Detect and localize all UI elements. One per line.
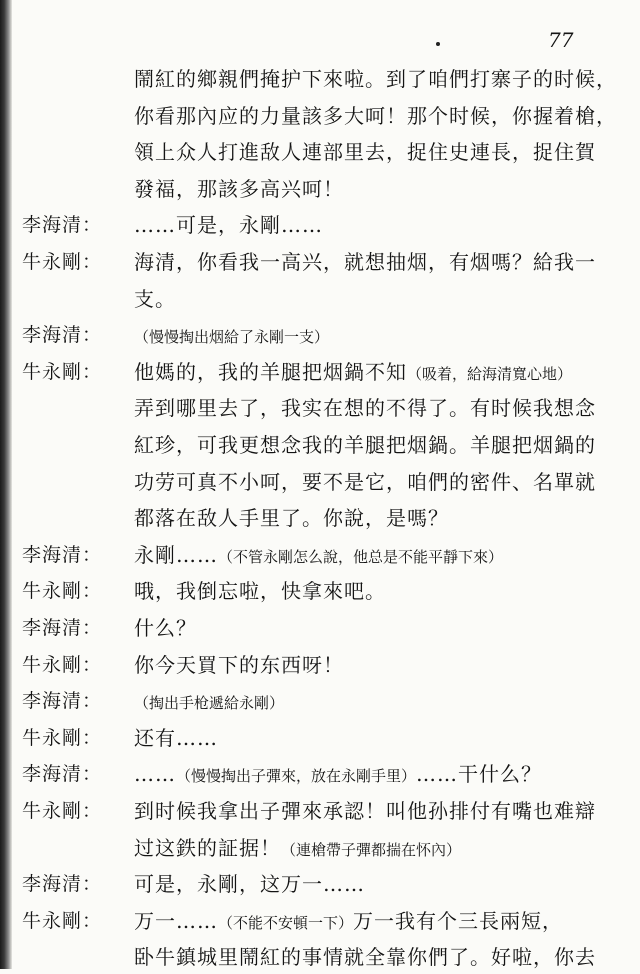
speaker-name: 李海清： [22, 543, 103, 566]
speech-text [134, 867, 365, 901]
spoken-text: 你今天買下的东西呀！ [134, 652, 344, 677]
spoken-text: 永剛…… [134, 542, 218, 567]
speech-text [134, 208, 323, 242]
speech-text [134, 355, 572, 391]
speaker-name: 牛永剛： [22, 800, 103, 822]
spoken-text: …… [134, 762, 176, 787]
spoken-text: 領上众人打進敌人連部里去，捉住史連長，捉住賀 [134, 140, 596, 165]
page-number: 77 [548, 28, 574, 52]
speaker-name: 牛永剛： [22, 360, 103, 383]
speaker-name: 李海清： [22, 873, 103, 896]
stage-direction: （掏出手枪遞給永剛） [134, 694, 285, 713]
speech-text [134, 611, 197, 645]
speech-text [134, 757, 542, 793]
speech-text [134, 172, 344, 206]
spoken-text: 海清，你看我一高兴，就想抽烟，有烟嗎？給我一 [134, 250, 596, 274]
speaker-name: 牛永剛： [22, 653, 103, 676]
stage-direction: （吸着，給海清寬心地） [407, 364, 573, 383]
spoken-text: 到时候我拿出子彈來承認！叫他孙排付有嘴也难辯 [134, 799, 596, 823]
spoken-text: 弄到哪里去了，我实在想的不得了。有时候我想念 [134, 396, 596, 421]
speaker-name: 牛永剛： [22, 909, 103, 932]
spoken-text: 你看那內应的力量該多大呵！那个时候，你握着槍， [134, 103, 617, 128]
spoken-text: 鬧紅的鄉親們掩护下來啦。到了咱們打寨子的时候， [134, 67, 617, 91]
speech-text [134, 574, 386, 608]
spoken-text: 發福，那該多高兴呵！ [134, 176, 344, 201]
stage-direction: （連槍帶子彈都揣在怀內） [281, 840, 462, 859]
stage-direction: （慢慢掏出烟給了永剛一支） [134, 328, 330, 347]
stage-direction: （不管永剛怎么說，他总是不能平靜下來） [218, 547, 504, 566]
spoken-text: 紅珍，可我更想念我的羊腿把烟鍋。羊腿把烟鍋的 [134, 433, 596, 457]
speaker-name: 李海清： [22, 214, 103, 237]
speech-text [134, 245, 596, 279]
speaker-name: 李海清： [22, 324, 103, 347]
speaker-name: 牛永剛： [22, 580, 103, 603]
speaker-name: 牛永剛： [22, 726, 103, 749]
spoken-text: 万一我有个三長兩短， [353, 908, 564, 933]
speaker-name: 牛永剛： [22, 251, 103, 273]
stage-direction: （慢慢掏出子彈來，放在永剛手里） [176, 767, 417, 786]
spoken-text: 什么？ [134, 616, 197, 640]
stage-direction: （不能不安頓一下） [218, 913, 354, 932]
speech-text [134, 318, 329, 354]
speech-text [134, 538, 503, 574]
speech-text [134, 501, 449, 535]
speech-text [134, 465, 596, 499]
spoken-text: 可是，永剛，这万一…… [134, 872, 365, 897]
speech-text [134, 721, 218, 755]
speaker-name: 李海清： [22, 763, 103, 786]
speech-text [134, 282, 176, 316]
spoken-text: ……可是，永剛…… [134, 213, 323, 238]
speech-text [134, 428, 596, 462]
spoken-text: ……干什么？ [416, 762, 543, 787]
spoken-text: 万一…… [134, 908, 218, 933]
spoken-text: 卧牛鎮城里鬧紅的事情就全靠你們了。好啦，你去 [134, 945, 596, 970]
spoken-text: 哦，我倒忘啦，快拿來吧。 [134, 579, 386, 604]
speaker-name: 李海清： [22, 690, 103, 713]
speech-text [134, 391, 596, 425]
speech-text [134, 794, 596, 828]
spoken-text: 还有…… [134, 725, 218, 750]
speech-text [134, 904, 563, 940]
speech-text [134, 684, 284, 720]
speech-text [134, 648, 344, 682]
spoken-text: 过这鉄的証据！ [134, 835, 281, 860]
speech-text [134, 831, 461, 867]
speech-text [134, 135, 596, 169]
spoken-text: 他媽的，我的羊腿把烟鍋不知 [134, 359, 407, 384]
speaker-name: 李海清： [22, 617, 103, 639]
speech-text [134, 99, 617, 133]
spoken-text: 功劳可真不小呵，要不是它，咱們的密件、名單就 [134, 469, 596, 494]
spoken-text: 支。 [134, 286, 176, 311]
spoken-text: 都落在敌人手里了。你說，是嗎？ [134, 506, 449, 531]
speech-text [134, 62, 617, 96]
